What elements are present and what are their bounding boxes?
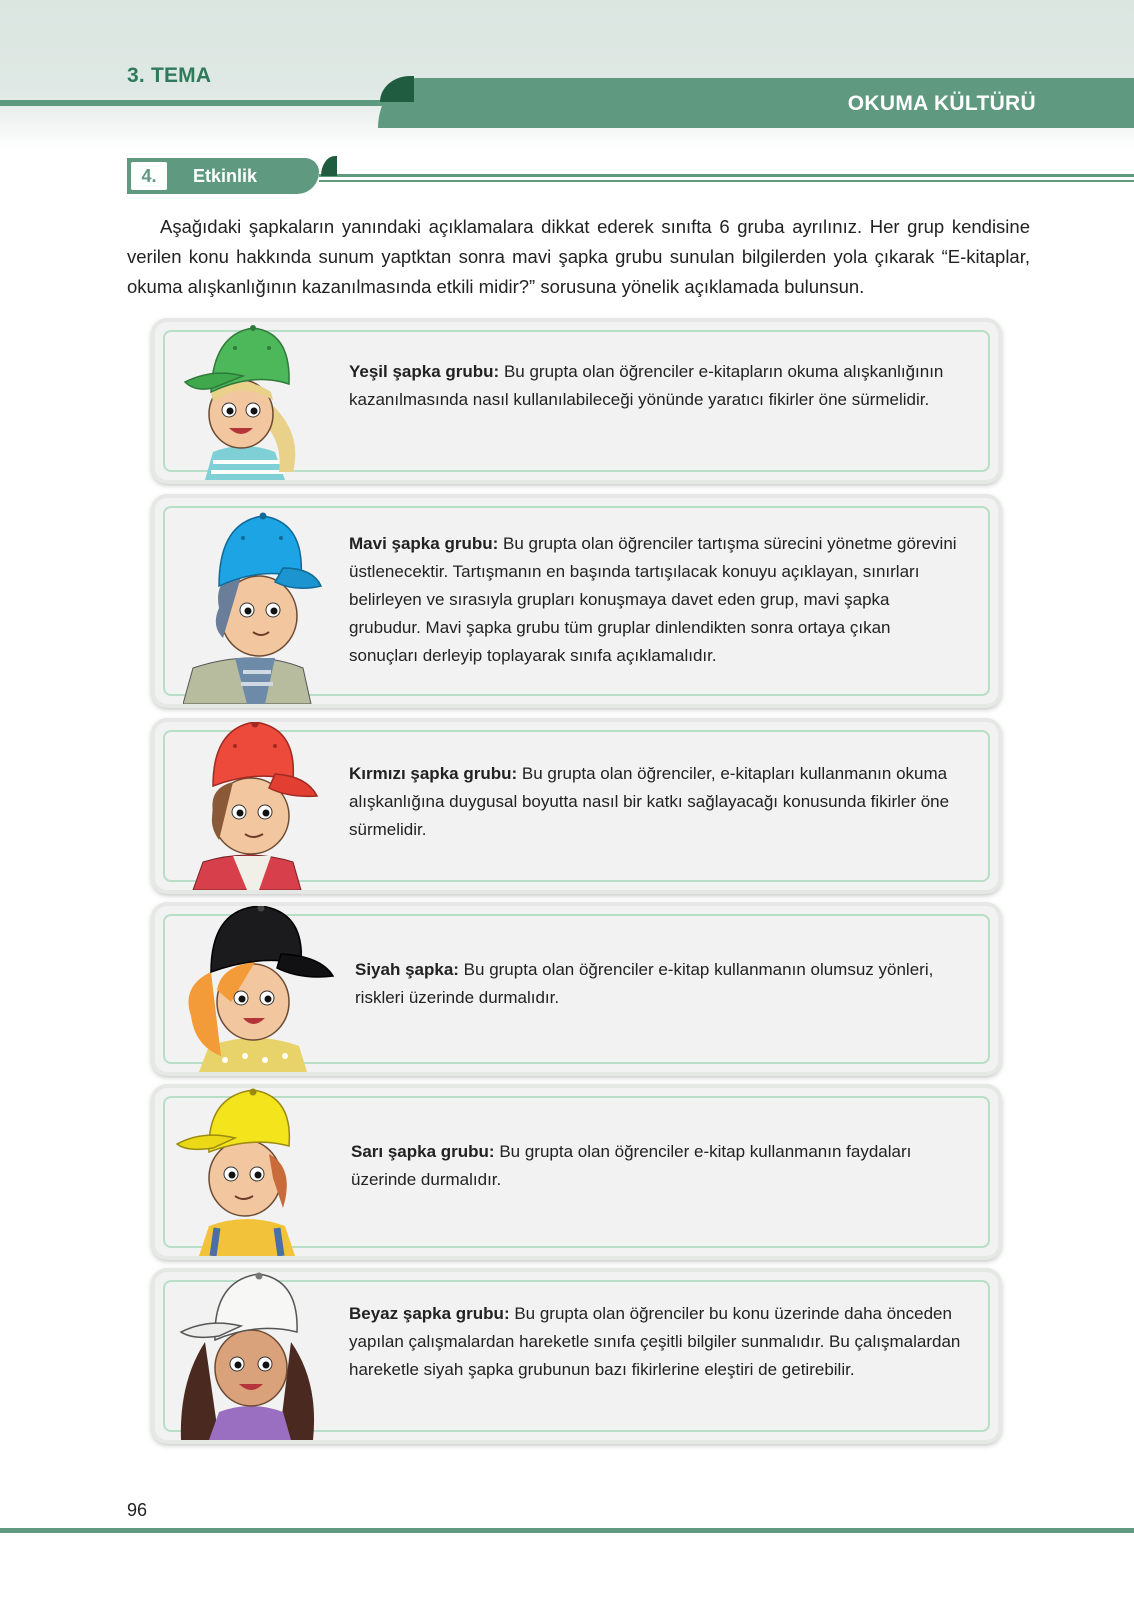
card-black-body: Bu grupta olan öğrenciler e-kitap kullanmanın olumsuz yönleri, riskleri üzerinde durmalıdır. (355, 960, 934, 1007)
black-hat-student-illustration (181, 906, 335, 1072)
theme-underline (0, 100, 388, 106)
card-green-hat (155, 322, 998, 480)
card-white-body: Bu grupta olan öğrenciler bu konu üzerinde daha önceden yapılan çalışmalardan hareketle sınıfa çeşitli bilgiler sunmalıdır. Bu çalışmalardan hareketle siyah şapka grubunun bazı fikirlerine eleştiri de getirebilir. (349, 1304, 961, 1379)
card-green-body: Bu grupta olan öğrenciler e-kitapların okuma alışkanlığının kazanılmasında nasıl kullanılabileceği yönünde yaratıcı fikirler öne sürmelidir. (349, 362, 944, 409)
card-white-hat (155, 1272, 998, 1440)
page-number: 96 (127, 1500, 148, 1520)
card-red-text (349, 760, 963, 844)
card-white-text (349, 1300, 963, 1384)
card-yellow-body: Bu grupta olan öğrenciler e-kitap kullanmanın faydaları üzerinde durmalıdır. (351, 1142, 912, 1189)
activity-label: Etkinlik (193, 166, 258, 186)
unit-title: OKUMA KÜLTÜRÜ (847, 92, 1036, 115)
card-red-hat (155, 722, 998, 890)
theme-label: 3. TEMA (127, 64, 212, 87)
activity-number: 4. (131, 162, 167, 190)
card-blue-text (349, 530, 961, 670)
intro-text: Aşağıdaki şapkaların yanındaki açıklamalara dikkat ederek sınıfta 6 gruba ayrılınız. Her grup kendisine verilen konu hakkında sunum yaptktan sonra mavi şapka grubu sunulan bilgilerden yola çıkarak “E-kitaplar, okuma alışkanlığının kazanılmasında etkili midir?” sorusuna yönelik açıklamada bulunsun. (127, 216, 1030, 297)
green-hat-student-illustration (183, 322, 313, 480)
card-red-title: Kırmızı şapka grubu: (349, 764, 518, 783)
card-green-title: Yeşil şapka grubu: (349, 362, 500, 381)
activity-rule-thin (319, 180, 1134, 182)
card-red-body: Bu grupta olan öğrenciler, e-kitapları kullanmanın okuma alışkanlığına duygusal boyutta nasıl bir katkı sağlayacağı konusunda fikirler öne sürmelidir. (349, 764, 950, 839)
card-black-hat (155, 906, 998, 1072)
card-black-title: Siyah şapka: (355, 960, 459, 979)
intro-paragraph (127, 212, 1030, 302)
card-green-text (349, 358, 961, 414)
card-white-title: Beyaz şapka grubu: (349, 1304, 510, 1323)
red-hat-student-illustration (189, 722, 325, 890)
card-yellow-title: Sarı şapka grubu: (351, 1142, 495, 1161)
activity-tab (321, 156, 337, 176)
card-blue-title: Mavi şapka grubu: (349, 534, 499, 553)
white-hat-student-illustration (179, 1272, 319, 1440)
yellow-hat-student-illustration (173, 1088, 313, 1256)
blue-hat-student-illustration (183, 508, 323, 704)
card-yellow-text (351, 1138, 963, 1194)
card-blue-hat (155, 498, 998, 704)
card-black-text (355, 956, 963, 1012)
activity-rule (319, 174, 1134, 177)
card-blue-body: Bu grupta olan öğrenciler tartışma sürecini yönetme görevini üstlenecektir. Tartışmanın en başında tartışılacak konuyu açıklayan, sınırları belirleyen ve sırasıyla grupları konuşmaya davet eden grup, mavi şapka grubudur. Mavi şapka grubu tüm gruplar dinlendikten sonra ortaya çıkan sonuçları derleyip toplayarak sınıfa açıklamalıdır. (349, 534, 957, 665)
footer-rule (0, 1528, 1134, 1533)
card-yellow-hat (155, 1088, 998, 1256)
